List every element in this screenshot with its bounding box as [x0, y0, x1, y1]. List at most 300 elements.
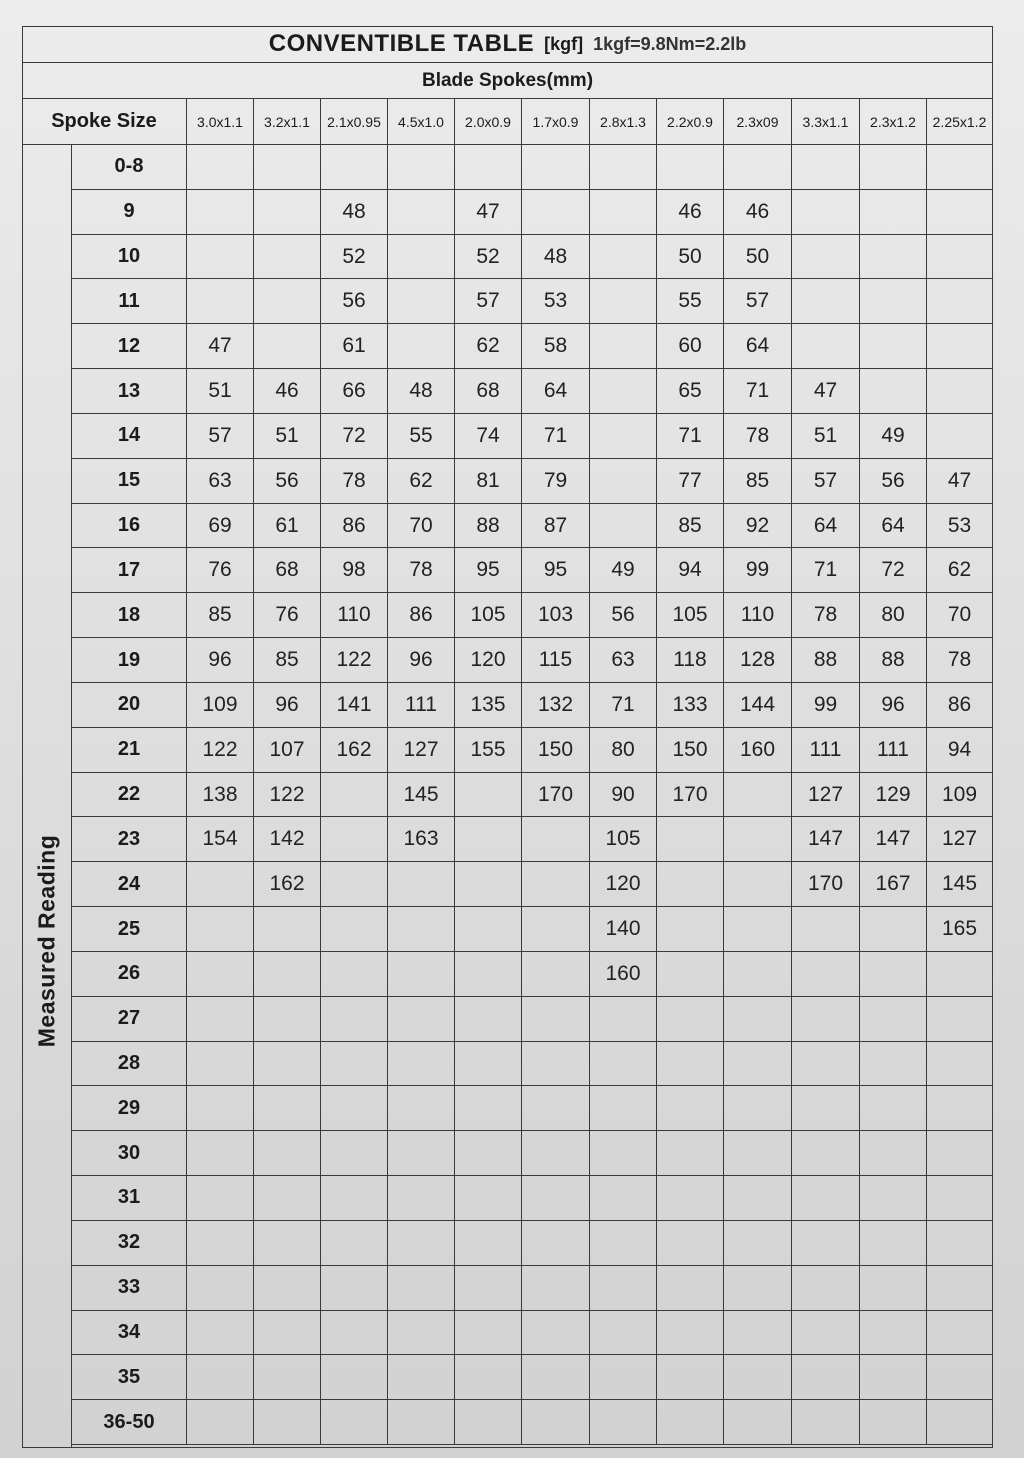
table-cell: 128 — [724, 638, 792, 683]
table-cell — [522, 1400, 590, 1445]
table-cell — [724, 1176, 792, 1221]
table-cell — [927, 190, 993, 235]
table-cell — [927, 1400, 993, 1445]
table-cell: 111 — [792, 728, 860, 773]
table-cell — [254, 1266, 321, 1311]
table-cell: 94 — [927, 728, 993, 773]
table-cell: 62 — [927, 548, 993, 593]
table-cell — [187, 145, 254, 190]
table-cell: 170 — [792, 862, 860, 907]
table-cell: 127 — [927, 817, 993, 862]
table-cell: 85 — [254, 638, 321, 683]
table-cell: 57 — [724, 279, 792, 324]
table-cell — [860, 1400, 927, 1445]
table-cell: 96 — [187, 638, 254, 683]
table-cell — [724, 1131, 792, 1176]
table-cell: 66 — [321, 369, 388, 414]
table-cell — [927, 1131, 993, 1176]
table-cell: 79 — [522, 459, 590, 504]
table-cell — [522, 190, 590, 235]
table-cell — [792, 324, 860, 369]
row-reading-label: 28 — [72, 1042, 187, 1087]
table-cell — [657, 1221, 724, 1266]
table-cell: 147 — [792, 817, 860, 862]
table-cell — [590, 324, 657, 369]
table-cell — [792, 1131, 860, 1176]
table-cell — [522, 1131, 590, 1176]
table-cell: 135 — [455, 683, 522, 728]
table-cell: 65 — [657, 369, 724, 414]
table-cell — [927, 145, 993, 190]
table-cell — [860, 235, 927, 280]
table-cell — [254, 324, 321, 369]
table-cell — [860, 279, 927, 324]
table-cell: 78 — [927, 638, 993, 683]
table-cell: 56 — [254, 459, 321, 504]
table-cell — [254, 1086, 321, 1131]
table-cell — [455, 997, 522, 1042]
table-cell — [455, 773, 522, 818]
table-cell — [187, 997, 254, 1042]
table-cell: 71 — [590, 683, 657, 728]
table-cell — [657, 817, 724, 862]
table-cell: 47 — [187, 324, 254, 369]
table-cell — [388, 997, 455, 1042]
table-cell — [455, 1042, 522, 1087]
table-cell — [187, 235, 254, 280]
table-cell — [321, 997, 388, 1042]
table-cell — [388, 1131, 455, 1176]
table-cell — [792, 907, 860, 952]
table-cell — [321, 1131, 388, 1176]
table-cell: 120 — [590, 862, 657, 907]
table-cell: 85 — [724, 459, 792, 504]
table-cell: 78 — [724, 414, 792, 459]
table-cell: 51 — [254, 414, 321, 459]
table-cell — [860, 997, 927, 1042]
table-cell — [657, 862, 724, 907]
table-cell: 132 — [522, 683, 590, 728]
table-cell — [860, 907, 927, 952]
table-cell — [860, 1086, 927, 1131]
table-cell — [590, 1176, 657, 1221]
table-cell — [724, 1221, 792, 1266]
table-cell — [321, 1176, 388, 1221]
table-cell: 52 — [455, 235, 522, 280]
table-cell: 57 — [792, 459, 860, 504]
table-cell — [321, 817, 388, 862]
table-cell — [792, 279, 860, 324]
unit-label: [kgf] — [544, 33, 584, 54]
table-cell — [590, 1400, 657, 1445]
row-reading-label: 22 — [72, 773, 187, 818]
table-cell — [187, 1131, 254, 1176]
table-cell: 53 — [927, 504, 993, 549]
row-reading-label: 35 — [72, 1355, 187, 1400]
table-cell: 118 — [657, 638, 724, 683]
table-cell: 115 — [522, 638, 590, 683]
table-cell: 133 — [657, 683, 724, 728]
table-cell: 154 — [187, 817, 254, 862]
table-cell — [724, 1266, 792, 1311]
table-cell: 57 — [455, 279, 522, 324]
table-cell — [724, 1086, 792, 1131]
table-cell — [724, 952, 792, 997]
table-cell — [321, 1355, 388, 1400]
table-cell: 50 — [724, 235, 792, 280]
row-reading-label: 25 — [72, 907, 187, 952]
table-cell: 85 — [187, 593, 254, 638]
table-cell — [388, 145, 455, 190]
table-cell — [522, 1311, 590, 1356]
row-reading-label: 24 — [72, 862, 187, 907]
table-cell: 69 — [187, 504, 254, 549]
table-cell — [254, 1176, 321, 1221]
row-reading-label: 36-50 — [72, 1400, 187, 1445]
table-cell — [792, 1311, 860, 1356]
table-cell — [321, 1266, 388, 1311]
conversion-note: 1kgf=9.8Nm=2.2lb — [593, 33, 747, 54]
table-cell: 78 — [321, 459, 388, 504]
table-cell: 163 — [388, 817, 455, 862]
table-cell: 92 — [724, 504, 792, 549]
table-cell — [590, 1311, 657, 1356]
table-cell — [187, 1221, 254, 1266]
table-cell: 77 — [657, 459, 724, 504]
table-cell: 147 — [860, 817, 927, 862]
table-cell: 51 — [187, 369, 254, 414]
table-cell — [927, 1311, 993, 1356]
table-cell — [724, 773, 792, 818]
table-cell — [860, 324, 927, 369]
table-cell — [724, 1311, 792, 1356]
table-cell: 71 — [522, 414, 590, 459]
table-cell — [455, 1266, 522, 1311]
table-cell — [254, 190, 321, 235]
table-cell: 127 — [388, 728, 455, 773]
table-cell: 110 — [321, 593, 388, 638]
table-cell: 86 — [321, 504, 388, 549]
table-cell — [724, 997, 792, 1042]
table-cell — [860, 369, 927, 414]
column-header: 2.3x1.2 — [860, 99, 927, 145]
table-cell: 60 — [657, 324, 724, 369]
table-cell — [254, 1042, 321, 1087]
table-cell — [522, 1176, 590, 1221]
table-cell: 76 — [254, 593, 321, 638]
table-cell — [860, 1355, 927, 1400]
table-cell: 109 — [187, 683, 254, 728]
row-reading-label: 17 — [72, 548, 187, 593]
table-cell: 142 — [254, 817, 321, 862]
table-cell — [927, 324, 993, 369]
measured-reading-label: Measured Reading — [33, 834, 60, 1048]
table-cell — [792, 952, 860, 997]
table-cell: 68 — [455, 369, 522, 414]
table-cell — [254, 1355, 321, 1400]
column-header: 2.1x0.95 — [321, 99, 388, 145]
table-cell — [254, 952, 321, 997]
table-cell — [860, 145, 927, 190]
table-cell: 110 — [724, 593, 792, 638]
table-cell — [792, 1355, 860, 1400]
table-cell — [187, 1042, 254, 1087]
table-cell — [388, 1400, 455, 1445]
table-cell — [860, 952, 927, 997]
table-cell: 86 — [927, 683, 993, 728]
table-cell: 170 — [522, 773, 590, 818]
table-cell — [388, 952, 455, 997]
table-cell: 94 — [657, 548, 724, 593]
table-cell: 96 — [388, 638, 455, 683]
table-cell: 150 — [522, 728, 590, 773]
table-cell: 127 — [792, 773, 860, 818]
table-cell: 58 — [522, 324, 590, 369]
table-cell: 68 — [254, 548, 321, 593]
table-cell — [590, 1042, 657, 1087]
table-cell — [792, 1042, 860, 1087]
table-cell — [254, 1400, 321, 1445]
table-cell — [927, 997, 993, 1042]
table-cell — [254, 235, 321, 280]
table-cell — [187, 279, 254, 324]
subtitle-row — [22, 63, 993, 99]
table-cell — [724, 1400, 792, 1445]
row-reading-label: 14 — [72, 414, 187, 459]
table-cell — [927, 235, 993, 280]
table-cell: 49 — [860, 414, 927, 459]
table-cell: 95 — [455, 548, 522, 593]
row-reading-label: 10 — [72, 235, 187, 280]
table-cell — [792, 235, 860, 280]
table-cell — [590, 1131, 657, 1176]
table-subtitle: Blade Spokes(mm) — [421, 69, 594, 91]
table-cell: 48 — [321, 190, 388, 235]
table-cell: 47 — [792, 369, 860, 414]
table-cell: 96 — [860, 683, 927, 728]
table-cell: 95 — [522, 548, 590, 593]
column-header: 2.8x1.3 — [590, 99, 657, 145]
table-cell: 167 — [860, 862, 927, 907]
table-cell: 103 — [522, 593, 590, 638]
table-cell: 61 — [254, 504, 321, 549]
table-cell — [455, 1400, 522, 1445]
table-cell: 160 — [724, 728, 792, 773]
table-cell: 64 — [522, 369, 590, 414]
table-cell — [187, 1355, 254, 1400]
column-header: 2.25x1.2 — [927, 99, 993, 145]
table-cell — [455, 952, 522, 997]
table-cell: 46 — [724, 190, 792, 235]
table-cell: 57 — [187, 414, 254, 459]
table-cell: 78 — [792, 593, 860, 638]
table-cell — [388, 235, 455, 280]
table-cell — [927, 952, 993, 997]
table-cell — [321, 1042, 388, 1087]
table-cell: 64 — [724, 324, 792, 369]
column-header: 2.3x09 — [724, 99, 792, 145]
table-cell — [254, 279, 321, 324]
column-header: 1.7x0.9 — [522, 99, 590, 145]
table-cell: 105 — [455, 593, 522, 638]
table-cell: 71 — [657, 414, 724, 459]
table-cell: 47 — [455, 190, 522, 235]
table-cell — [590, 369, 657, 414]
table-cell: 61 — [321, 324, 388, 369]
table-cell — [254, 1221, 321, 1266]
table-cell — [455, 907, 522, 952]
table-cell — [927, 1042, 993, 1087]
table-cell — [590, 1086, 657, 1131]
table-cell — [590, 190, 657, 235]
table-cell: 63 — [590, 638, 657, 683]
table-cell: 46 — [254, 369, 321, 414]
table-cell — [254, 907, 321, 952]
table-cell — [792, 190, 860, 235]
table-cell: 49 — [590, 548, 657, 593]
table-cell: 47 — [927, 459, 993, 504]
row-reading-label: 19 — [72, 638, 187, 683]
row-reading-label: 21 — [72, 728, 187, 773]
row-reading-label: 16 — [72, 504, 187, 549]
table-cell: 62 — [388, 459, 455, 504]
table-cell — [590, 997, 657, 1042]
table-cell: 80 — [590, 728, 657, 773]
row-reading-label: 30 — [72, 1131, 187, 1176]
table-cell: 165 — [927, 907, 993, 952]
table-cell — [860, 1221, 927, 1266]
table-cell — [657, 145, 724, 190]
table-cell — [927, 1355, 993, 1400]
table-cell — [187, 862, 254, 907]
table-cell: 48 — [388, 369, 455, 414]
table-cell — [522, 1266, 590, 1311]
table-cell — [724, 145, 792, 190]
row-reading-label: 33 — [72, 1266, 187, 1311]
table-cell: 86 — [388, 593, 455, 638]
table-cell — [388, 190, 455, 235]
table-cell: 98 — [321, 548, 388, 593]
table-cell — [657, 1042, 724, 1087]
table-cell — [522, 1221, 590, 1266]
table-cell: 96 — [254, 683, 321, 728]
table-cell — [590, 1355, 657, 1400]
table-cell — [187, 1400, 254, 1445]
table-cell — [522, 907, 590, 952]
table-cell: 56 — [321, 279, 388, 324]
table-cell — [792, 145, 860, 190]
table-cell: 71 — [724, 369, 792, 414]
table-cell: 122 — [321, 638, 388, 683]
table-cell — [657, 1311, 724, 1356]
table-cell: 145 — [927, 862, 993, 907]
table-cell: 56 — [860, 459, 927, 504]
table-cell: 141 — [321, 683, 388, 728]
table-cell — [321, 145, 388, 190]
table-cell: 99 — [724, 548, 792, 593]
row-reading-label: 13 — [72, 369, 187, 414]
table-cell — [187, 952, 254, 997]
table-cell — [590, 414, 657, 459]
row-reading-label: 34 — [72, 1311, 187, 1356]
table-cell — [254, 145, 321, 190]
column-header: 2.0x0.9 — [455, 99, 522, 145]
row-reading-label: 23 — [72, 817, 187, 862]
row-reading-label: 15 — [72, 459, 187, 504]
table-cell — [657, 1176, 724, 1221]
table-cell: 81 — [455, 459, 522, 504]
table-cell — [455, 1176, 522, 1221]
table-cell — [724, 1355, 792, 1400]
table-cell — [927, 279, 993, 324]
table-cell — [590, 235, 657, 280]
table-cell — [455, 145, 522, 190]
table-cell: 64 — [792, 504, 860, 549]
table-cell: 160 — [590, 952, 657, 997]
table-cell — [860, 1042, 927, 1087]
table-cell — [927, 1176, 993, 1221]
table-cell — [321, 862, 388, 907]
table-cell — [388, 1042, 455, 1087]
table-cell — [388, 1086, 455, 1131]
row-reading-label: 27 — [72, 997, 187, 1042]
table-cell: 109 — [927, 773, 993, 818]
table-cell: 72 — [860, 548, 927, 593]
table-cell — [657, 997, 724, 1042]
table-cell: 71 — [792, 548, 860, 593]
table-cell — [321, 1086, 388, 1131]
table-cell — [455, 1355, 522, 1400]
table-cell — [657, 1400, 724, 1445]
table-cell — [657, 1266, 724, 1311]
table-cell: 53 — [522, 279, 590, 324]
table-cell — [388, 279, 455, 324]
table-cell — [522, 862, 590, 907]
table-cell — [724, 907, 792, 952]
table-cell — [860, 1266, 927, 1311]
row-reading-label: 12 — [72, 324, 187, 369]
table-cell — [724, 1042, 792, 1087]
table-cell: 129 — [860, 773, 927, 818]
table-cell — [590, 504, 657, 549]
table-cell — [522, 1086, 590, 1131]
table-cell — [792, 1176, 860, 1221]
table-cell: 162 — [254, 862, 321, 907]
column-header: 3.3x1.1 — [792, 99, 860, 145]
table-cell — [187, 1266, 254, 1311]
table-cell — [388, 324, 455, 369]
table-cell — [590, 145, 657, 190]
row-reading-label: 29 — [72, 1086, 187, 1131]
table-cell: 56 — [590, 593, 657, 638]
table-cell: 105 — [657, 593, 724, 638]
row-reading-label: 32 — [72, 1221, 187, 1266]
table-cell: 150 — [657, 728, 724, 773]
table-cell: 90 — [590, 773, 657, 818]
table-cell — [927, 414, 993, 459]
table-cell: 162 — [321, 728, 388, 773]
table-cell: 80 — [860, 593, 927, 638]
table-cell: 64 — [860, 504, 927, 549]
table-cell — [792, 1221, 860, 1266]
row-reading-label: 26 — [72, 952, 187, 997]
column-header: 2.2x0.9 — [657, 99, 724, 145]
table-cell — [187, 190, 254, 235]
table-cell: 88 — [860, 638, 927, 683]
table-cell — [388, 1176, 455, 1221]
table-cell: 107 — [254, 728, 321, 773]
table-cell: 50 — [657, 235, 724, 280]
